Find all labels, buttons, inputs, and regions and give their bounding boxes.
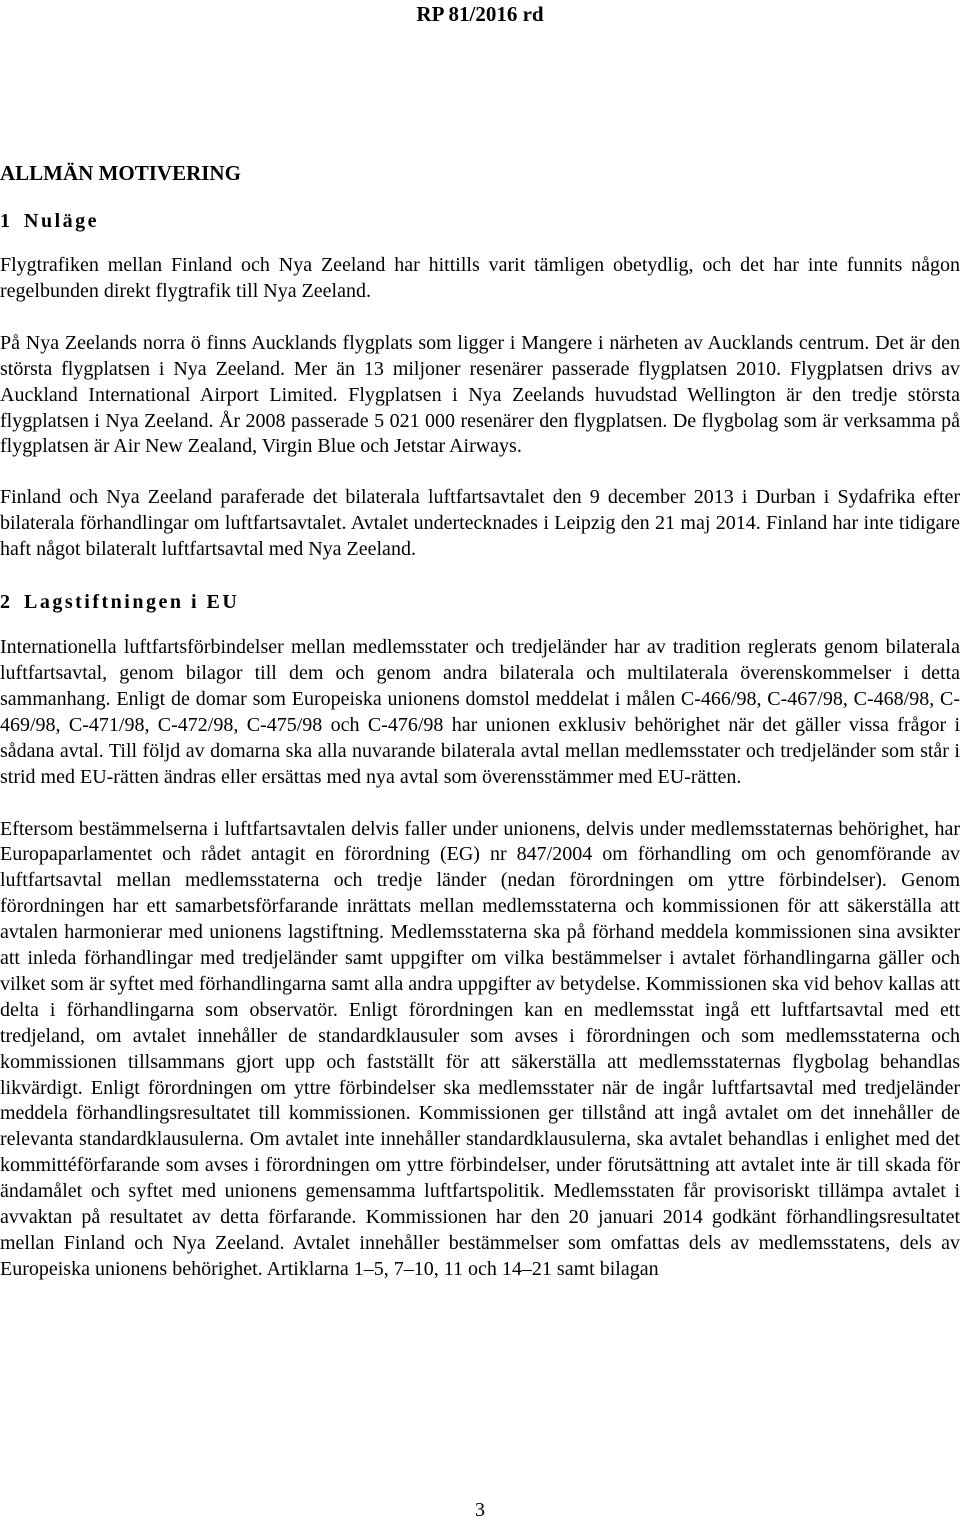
page-number: 3 [475, 1499, 485, 1521]
paragraph: Flygtrafiken mellan Finland och Nya Zeeland har hittills varit tämligen obetydlig, och det har inte funnits någon regelbunden direkt flygtrafik till Nya Zeeland. [0, 254, 960, 302]
section-2-title: Lagstiftningen i EU [24, 591, 240, 614]
paragraph: Internationella luftfartsförbindelser mellan medlemsstater och tredjeländer har av tradition reglerats genom bilaterala luftfartsavtal, genom bilagor till dem och genom andra bilaterala och multilaterala överenskommelser i detta sammanhang. Enligt de domar som Europeiska unionens domstol meddelat i målen C-466/98, C-467/98, C-468/98, C-469/98, C-471/98, C-472/98, C-475/98 och C-476/98 har unionen exklusiv behörighet när det gäller vissa frågor i sådana avtal. Till följd av domarna ska alla nuvarande bilaterala avtal mellan medlemsstater och tredjeländer som står i strid med EU-rätten ändras eller ersättas med nya avtal som överensstämmer med EU-rätten. [0, 636, 960, 788]
paragraph: Finland och Nya Zeeland paraferade det bilaterala luftfartsavtalet den 9 december 2013 i Durban i Sydafrika efter bilaterala förhandlingar om luftfartsavtalet. Avtalet undertecknades i Leipzig den 21 maj 2014. Finland har inte tidigare haft något bilateralt luftfartsavtal med Nya Zeeland. [0, 486, 960, 561]
section-1-heading [0, 208, 960, 234]
section-title: ALLMÄN MOTIVERING [0, 161, 241, 185]
section-2-heading [0, 589, 960, 615]
section-1-number: 1 [0, 210, 10, 232]
section-1-title: Nuläge [24, 210, 99, 232]
document-header: RP 81/2016 rd [416, 2, 544, 26]
section-2-number: 2 [0, 591, 10, 614]
paragraph: På Nya Zeelands norra ö finns Aucklands flygplats som ligger i Mangere i närheten av Aucklands centrum. Det är den största flygplatsen i Nya Zeeland. Mer än 13 miljoner resenärer passerade flygplatsen 2010. Flygplatsen drivs av Auckland International Airport Limited. Flygplatsen i Nya Zeelands huvudstad Wellington är den tredje största flygplatsen i Nya Zeeland. År 2008 passerade 5 021 000 resenärer den flygplatsen. De flygbolag som är verksamma på flygplatsen är Air New Zealand, Virgin Blue och Jetstar Airways. [0, 331, 960, 458]
document-body [0, 160, 960, 1309]
paragraph: Eftersom bestämmelserna i luftfartsavtalen delvis faller under unionens, delvis under medlemsstaternas behörighet, har Europaparlamentet och rådet antagit en förordning (EG) nr 847/2004 om förhandling om och genomförande av luftfartsavtal mellan medlemsstaterna och tredje länder (nedan förordningen om yttre förbindelser). Genom förordningen har ett samarbetsförfarande inrättats mellan medlemsstaterna och kommissionen för att säkerställa att avtalen harmonierar med unionens lagstiftning. Medlemsstaterna ska på förhand meddela kommissionen sina avsikter att inleda förhandlingar med tredjeländer samt uppgifter om vilka bestämmelser i avtalet förhandlingarna gäller och vilket som är syftet med förhandlingarna samt alla andra uppgifter av betydelse. Kommissionen ska vid behov kallas att delta i förhandlingarna som observatör. Enligt förordningen kan en medlemsstat ingå ett luftfartsavtal med ett tredjeland, om avtalet innehåller de standardklausuler som avses i förordningen och som medlemsstaterna och kommissionen tillsammans gjort upp och fastställt för att säkerställa att medlemsstaternas flygbolag behandlas likvärdigt. Enligt förordningen om yttre förbindelser ska medlemsstater när de ingår luftfartsavtal med tredjeländer meddela förhandlingsresultatet till kommissionen. Kommissionen ger tillstånd att ingå avtalet om det innehåller de relevanta standardklausulerna. Om avtalet inte innehåller standardklausulerna, ska avtalet behandlas i enlighet med det kommittéförfarande som avses i förordningen om yttre förbindelser, under förutsättning att avtalet inte är till skada för ändamålet och syftet med unionens gemensamma luftfartspolitik. Medlemsstaten får provisoriskt tillämpa avtalet i avvaktan på resultatet av detta förfarande. Kommissionen har den 20 januari 2014 godkänt förhandlingsresultatet mellan Finland och Nya Zeeland. Avtalet innehåller bestämmelser som omfattas dels av medlemsstatens, dels av Europeiska unionens behörighet. Artiklarna 1–5, 7–10, 11 och 14–21 samt bilagan [0, 817, 960, 1280]
